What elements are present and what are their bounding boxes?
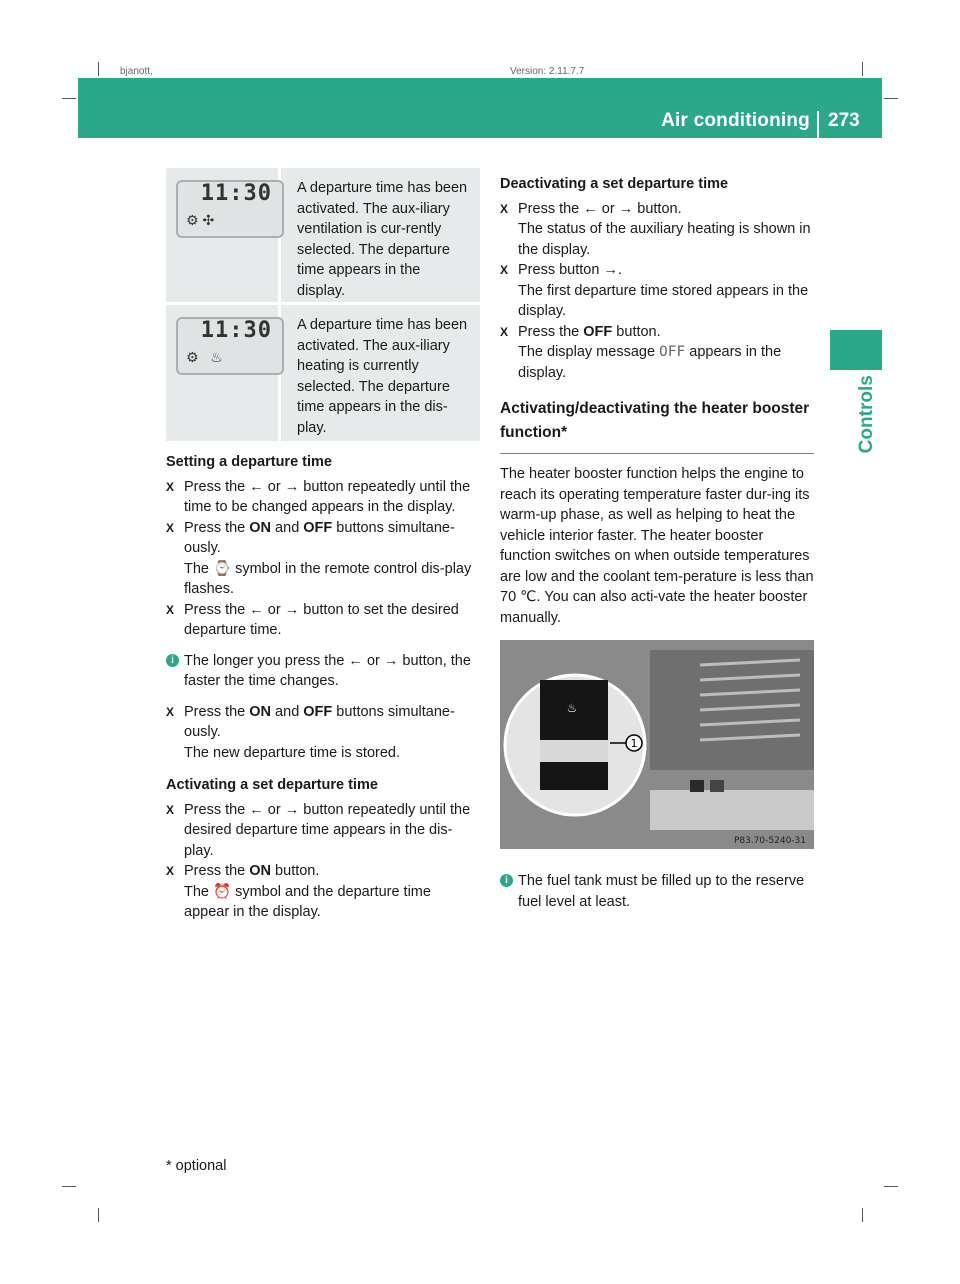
section-heading: Activating a set departure time bbox=[166, 777, 378, 793]
booster-paragraph: The heater booster function helps the engine to reach its operating temperature faster dur-ing its warm-up phase, as well as helping to heat the vehicle interior faster. The heater booster function switches on when outside temperatures are low and the coolant tem-perature is less than 70 ℃. You can also acti-vate the heater booster manually. bbox=[500, 466, 814, 626]
display-image bbox=[166, 305, 281, 441]
heating-icon: ⚙ ♨ bbox=[186, 349, 223, 365]
heading-rule bbox=[500, 453, 814, 454]
step: X Press the ON and OFF buttons simultane-ously. The ⌚ symbol in the remote control dis-play flashes. bbox=[166, 518, 480, 600]
step: X Press the ← or → button to set the desired departure time. bbox=[166, 600, 480, 641]
ventilation-icon: ⚙ ✣ bbox=[186, 212, 215, 228]
display-table bbox=[166, 168, 480, 441]
step: X Press the ← or → button repeatedly until the desired departure time appears in the dis-play. bbox=[166, 800, 480, 862]
info-icon: i bbox=[500, 874, 513, 887]
step: X Press the ON and OFF buttons simultane-ously. The new departure time is stored. bbox=[166, 702, 480, 764]
display-time: 11:30 bbox=[200, 181, 272, 206]
step: X Press the OFF button. The display message OFF appears in the display. bbox=[500, 322, 814, 384]
info-note: i The longer you press the ← or → button, the faster the time changes. bbox=[166, 651, 480, 692]
page-title: Air conditioning bbox=[661, 110, 810, 131]
callout-number: 1 bbox=[630, 737, 638, 750]
right-info bbox=[500, 871, 814, 912]
table-cell-text: A departure time has been activated. The aux-iliary ventilation is cur-rently selected. The departure time appears in the display. bbox=[297, 180, 468, 299]
right-column bbox=[500, 174, 814, 628]
step: X Press button →. The first departure time stored appears in the display. bbox=[500, 260, 814, 322]
page-number: 273 bbox=[828, 110, 860, 131]
svg-text:♨: ♨ bbox=[566, 701, 578, 715]
side-label: Controls bbox=[855, 375, 877, 454]
heater-booster-photo bbox=[500, 640, 814, 849]
table-cell-text: A departure time has been activated. The aux-iliary heating is currently selected. The departure time appears in the dis-play. bbox=[297, 317, 468, 436]
footnote: * optional bbox=[166, 1158, 227, 1174]
table-row bbox=[166, 305, 480, 441]
info-note: i The fuel tank must be filled up to the reserve fuel level at least. bbox=[500, 871, 814, 912]
left-column bbox=[166, 452, 480, 923]
photo-code: P83.70-5240-31 bbox=[733, 836, 806, 846]
section-heading: Activating/deactivating the heater booster function* bbox=[500, 400, 810, 441]
display-time: 11:30 bbox=[200, 318, 272, 343]
meta-version: Version: 2.11.7.7 bbox=[510, 66, 585, 77]
step: X Press the ← or → button. The status of the auxiliary heating is shown in the display. bbox=[500, 199, 814, 261]
section-heading: Deactivating a set departure time bbox=[500, 176, 729, 192]
step: X Press the ← or → button repeatedly until the time to be changed appears in the display. bbox=[166, 477, 480, 518]
step: X Press the ON button. The ⏰ symbol and the departure time appear in the display. bbox=[166, 861, 480, 923]
header-separator bbox=[817, 111, 819, 138]
meta-left: bjanott, bbox=[120, 66, 153, 77]
table-row bbox=[166, 168, 480, 305]
info-icon: i bbox=[166, 654, 179, 667]
section-heading: Setting a departure time bbox=[166, 454, 332, 470]
display-image bbox=[166, 168, 281, 302]
